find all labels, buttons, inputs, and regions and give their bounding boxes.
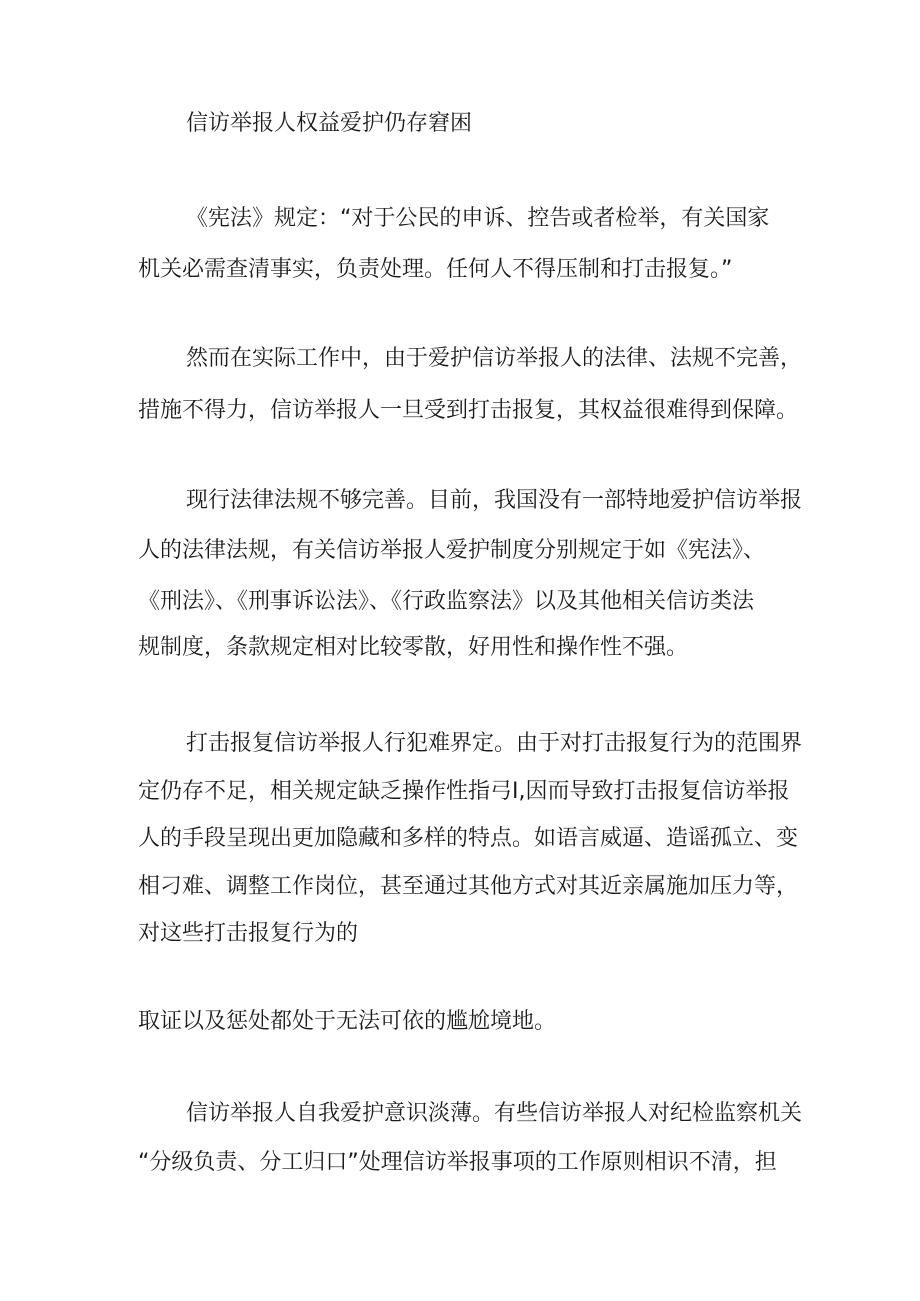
document-title: 信访举报人权益爱护仍存窘困	[186, 111, 473, 136]
paragraph-1-line-2: 机关必需查清事实，负责处理。任何人不得压制和打击报复。”	[138, 257, 733, 282]
paragraph-4-line-2: 定仍存不足，相关规定缺乏操作性指弓I,因而导致打击报复信访举报	[138, 779, 790, 804]
paragraph-3-line-4: 规制度，条款规定相对比较零散，好用性和操作性不强。	[138, 635, 689, 660]
paragraph-4-line-3: 人的手段呈现出更加隐藏和多样的特点。如语言威逼、造谣孤立、变	[138, 826, 799, 851]
paragraph-5-line-1: 取证以及惩处都处于无法可依的尴尬境地。	[138, 1009, 557, 1034]
paragraph-4-line-5: 对这些打击报复行为的	[138, 921, 359, 946]
paragraph-2-line-2: 措施不得力，信访举报人一旦受到打击报复，其权益很难得到保障。	[138, 398, 799, 423]
paragraph-6-line-1: 信访举报人自我爱护意识淡薄。有些信访举报人对纪检监察机关	[186, 1101, 803, 1126]
paragraph-1-line-1: 《宪法》规定：“对于公民的申诉、控告或者检举，有关国家	[186, 206, 770, 231]
paragraph-4-line-4: 相刁难、调整工作岗位，甚至通过其他方式对其近亲属施加压力等，	[138, 874, 799, 899]
paragraph-6-line-2: “分级负责、分工归口”处理信访举报事项的工作原则相识不清，担	[138, 1150, 777, 1175]
paragraph-4-line-1: 打击报复信访举报人行犯难界定。由于对打击报复行为的范围界	[186, 731, 803, 756]
paragraph-2-line-1: 然而在实际工作中，由于爱护信访举报人的法律、法规不完善，	[186, 346, 803, 371]
paragraph-3-line-2: 人的法律法规，有关信访举报人爱护制度分别规定于如《宪法》、	[138, 538, 766, 563]
paragraph-3-line-1: 现行法律法规不够完善。目前，我国没有一部特地爱护信访举报	[186, 488, 803, 513]
paragraph-3-line-3: 《刑法》、《刑事诉讼法》、《行政监察法》以及其他相关信访类法	[138, 589, 755, 614]
